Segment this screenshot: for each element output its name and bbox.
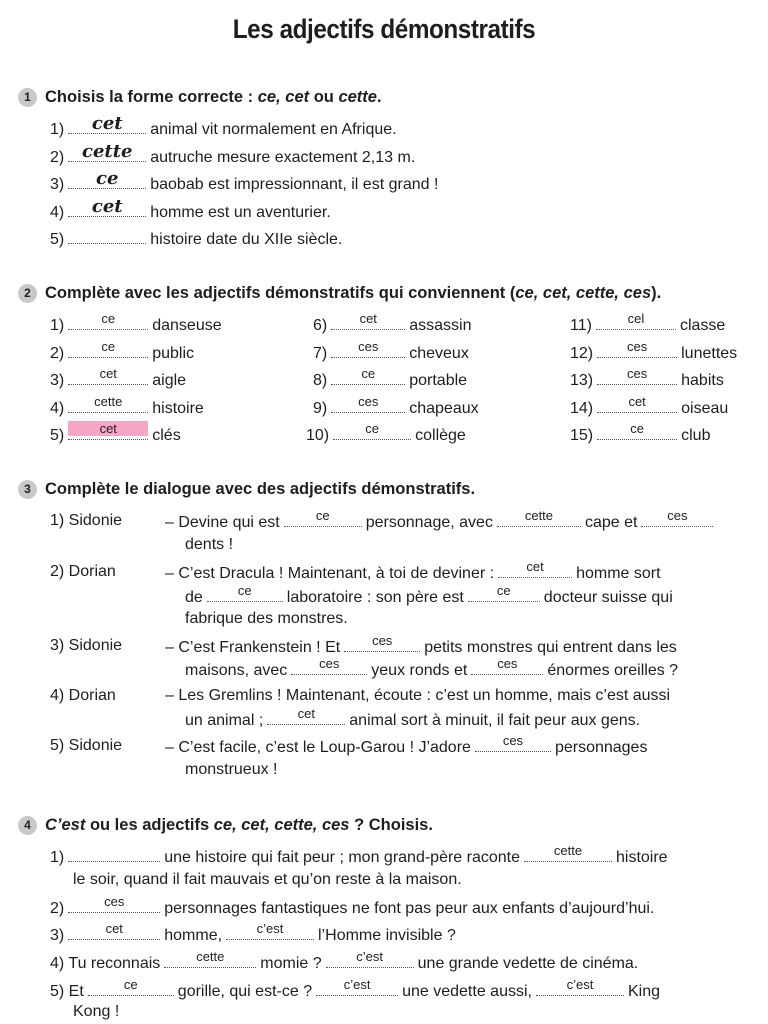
s2-item-12: 12) ces lunettes — [570, 339, 738, 362]
dialogue-line: monstrueux ! — [185, 761, 278, 778]
answer-blank[interactable]: ces — [331, 398, 405, 413]
answer-blank[interactable]: ce — [68, 174, 146, 189]
dialogue-line: fabrique des monstres. — [185, 610, 348, 627]
section-1-heading: 1 Choisis la forme correcte : ce, cet ou cette. — [18, 88, 382, 107]
answer-blank[interactable]: ces — [475, 737, 551, 752]
answer-blank[interactable]: cet — [68, 202, 146, 217]
answer-blank[interactable]: cel — [596, 315, 676, 330]
answer-blank[interactable]: ces — [291, 660, 367, 675]
s4-item-4: 4) Tu reconnais cette momie ? c’est une grande vedette de cinéma. — [50, 949, 639, 972]
answer-blank[interactable]: ce — [68, 315, 148, 330]
answer-blank[interactable]: ces — [597, 370, 677, 385]
s1-item-4: 4) cet homme est un aventurier. — [50, 196, 331, 221]
answer-blank[interactable]: ce — [68, 343, 148, 358]
answer-blank[interactable]: ce — [284, 512, 362, 527]
s1-item-3: 3) ce baobab est impressionnant, il est grand ! — [50, 168, 439, 193]
answer-blank[interactable]: cet — [68, 925, 160, 940]
answer-blank[interactable] — [68, 229, 146, 244]
s2-item-2: 2) ce public — [50, 339, 195, 362]
s2-item-7: 7) ces cheveux — [313, 339, 469, 362]
answer-blank[interactable]: cet — [331, 315, 405, 330]
s4-item-3: 3) cet homme, c’est l’Homme invisible ? — [50, 921, 456, 944]
s2-item-4: 4) cette histoire — [50, 394, 204, 417]
s4-item-1-cont: le soir, quand il fait mauvais et qu’on reste à la maison. — [73, 871, 462, 888]
dialogue-line: un animal ; cet animal sort à minuit, il fait peur aux gens. — [185, 706, 641, 729]
s2-item-9: 9) ces chapeaux — [313, 394, 479, 417]
s2-item-6: 6) cet assassin — [313, 311, 472, 334]
answer-blank[interactable]: ces — [597, 343, 677, 358]
section-number: 3 — [18, 480, 37, 499]
dialogue-line: – Devine qui est ce personnage, avec cette cape et ces — [165, 512, 717, 532]
s2-item-11: 11) cel classe — [570, 311, 726, 334]
section-number: 4 — [18, 816, 37, 835]
answer-blank[interactable]: ce — [207, 587, 283, 602]
answer-blank[interactable]: cette — [524, 847, 612, 862]
answer-blank[interactable]: cette — [164, 953, 256, 968]
s4-item-5: 5) Et ce gorille, qui est-ce ? c’est une vedette aussi, c’est King — [50, 977, 660, 1000]
s4-item-2: 2) ces personnages fantastiques ne font pas peur aux enfants d’aujourd’hui. — [50, 894, 655, 917]
answer-blank[interactable]: c’est — [536, 981, 624, 996]
speaker: 5) Sidonie — [50, 737, 123, 754]
answer-blank[interactable]: ce — [331, 370, 405, 385]
s2-item-8: 8) ce portable — [313, 366, 468, 389]
dialogue-line: – C’est facile, c’est le Loup-Garou ! J’adore ces personnages — [165, 733, 648, 756]
dialogue-line: – C’est Dracula ! Maintenant, à toi de deviner : cet homme sort — [165, 559, 661, 582]
answer-blank[interactable]: cet — [597, 398, 677, 413]
answer-blank[interactable]: cet — [68, 119, 146, 134]
answer-blank[interactable]: ces — [641, 512, 713, 527]
s2-item-15: 15) ce club — [570, 421, 711, 444]
answer-blank[interactable]: cette — [497, 512, 581, 527]
answer-blank[interactable]: ces — [331, 343, 405, 358]
speaker: 3) Sidonie — [50, 637, 123, 654]
answer-blank[interactable]: ce — [468, 587, 540, 602]
speaker: 1) Sidonie — [50, 512, 123, 529]
answer-blank[interactable]: ces — [471, 660, 543, 675]
section-4-heading: 4 C’est ou les adjectifs ce, cet, cette, ces ? Choisis. — [18, 816, 433, 835]
dialogue-line: dents ! — [185, 536, 234, 553]
answer-blank[interactable]: cette — [68, 147, 146, 162]
answer-blank[interactable]: ce — [597, 425, 677, 440]
section-3-heading: 3 Complète le dialogue avec des adjectifs démonstratifs. — [18, 480, 475, 499]
s2-item-3: 3) cet aigle — [50, 366, 187, 389]
speaker: 2) Dorian — [50, 563, 116, 580]
answer-blank[interactable]: cet — [68, 370, 148, 385]
speaker: 4) Dorian — [50, 687, 116, 704]
s2-item-13: 13) ces habits — [570, 366, 724, 389]
page-title: Les adjectifs démonstratifs — [232, 14, 536, 44]
section-2-heading: 2 Complète avec les adjectifs démonstratifs qui conviennent (ce, cet, cette, ces). — [18, 284, 661, 303]
section-number: 1 — [18, 88, 37, 107]
s2-item-1: 1) ce danseuse — [50, 311, 222, 334]
answer-blank[interactable]: c’est — [316, 981, 398, 996]
answer-blank[interactable]: ces — [68, 898, 160, 913]
dialogue-line: maisons, avec ces yeux ronds et ces énormes oreilles ? — [185, 656, 679, 679]
answer-blank[interactable]: c’est — [326, 953, 414, 968]
s2-item-14: 14) cet oiseau — [570, 394, 729, 417]
answer-blank[interactable]: cet — [267, 710, 345, 725]
s1-item-5: 5) histoire date du XIIe siècle. — [50, 231, 343, 248]
s1-item-2: 2) cette autruche mesure exactement 2,13 m. — [50, 141, 416, 166]
answer-blank[interactable]: cet — [68, 425, 148, 440]
s2-item-10: 10) ce collège — [306, 421, 466, 444]
dialogue-line: de ce laboratoire : son père est ce docteur suisse qui — [185, 583, 673, 606]
answer-blank[interactable]: cet — [498, 563, 572, 578]
s4-item-5-cont: Kong ! — [73, 1003, 120, 1020]
answer-blank[interactable]: ce — [88, 981, 174, 996]
dialogue-line: – C’est Frankenstein ! Et ces petits monstres qui entrent dans les — [165, 633, 677, 656]
section-number: 2 — [18, 284, 37, 303]
answer-blank[interactable]: c’est — [226, 925, 314, 940]
s4-item-1: 1) une histoire qui fait peur ; mon grand-père raconte cette histoire — [50, 843, 668, 866]
answer-blank[interactable] — [68, 847, 160, 862]
answer-blank[interactable]: cette — [68, 398, 148, 413]
answer-blank[interactable]: ces — [344, 637, 420, 652]
dialogue-line: – Les Gremlins ! Maintenant, écoute : c’est un homme, mais c’est aussi — [165, 687, 671, 704]
s2-item-5: 5) cet clés — [50, 421, 181, 444]
answer-blank[interactable]: ce — [333, 425, 411, 440]
s1-item-1: 1) cet animal vit normalement en Afrique. — [50, 113, 397, 138]
